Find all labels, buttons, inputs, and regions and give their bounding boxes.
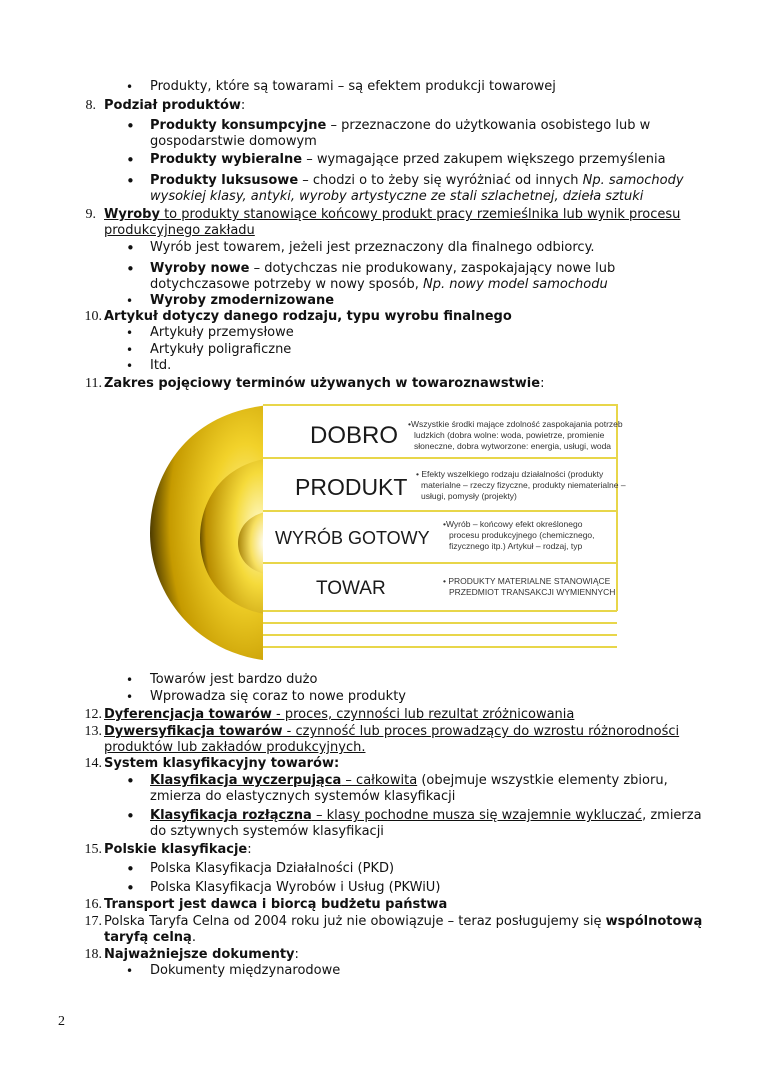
item-8-bullet-3-cont: wysokiej klasy, antyki, wyroby artystyczne ze stali szlachetnej, dzieła sztuki [150, 189, 644, 204]
bullet: • [126, 260, 135, 278]
item-14-heading: System klasyfikacyjny towarów: [104, 756, 340, 771]
page-number: 2 [58, 1014, 65, 1029]
item-14-bullet-1: Klasyfikacja wyczerpująca – całkowita (obejmuje wszystkie elementy zbioru, [150, 773, 668, 788]
item-8-bullet-3: Produkty luksusowe – chodzi o to żeby się wyróżniać od innych Np. samochody [150, 173, 684, 188]
item-15-bullet-1: Polska Klasyfikacja Działalności (PKD) [150, 861, 395, 876]
bullet: • [126, 294, 134, 308]
bullet: • [126, 326, 134, 340]
item-number: 18. [84, 947, 102, 962]
bullet: • [126, 807, 135, 825]
item-number: 12. [84, 707, 102, 722]
item-10-heading: Artykuł dotyczy danego rodzaju, typu wyrobu finalnego [104, 309, 512, 324]
bullet: • [126, 690, 134, 704]
item-8-bullet-1: Produkty konsumpcyjne – przeznaczone do użytkowania osobistego lub w [150, 118, 651, 133]
diagram-desc-produkt-1: • Efekty wszelkiego rodzaju działalności (produkty [416, 469, 604, 479]
item-14-bullet-2-cont: do sztywnych systemów klasyfikacji [150, 824, 384, 839]
item-9-bullet-2-cont: dotychczasowe potrzeby w nowy sposób, Np. nowy model samochodu [150, 277, 608, 292]
bullet: • [126, 239, 135, 257]
item-13-text: Dywersyfikacja towarów - czynność lub proces prowadzący do wzrostu różnorodności [104, 724, 680, 739]
item-17-text-cont: taryfą celną. [104, 930, 196, 945]
item-13-text-cont: produktów lub zakładów produkcyjnych. [104, 740, 366, 755]
bullet: • [126, 80, 134, 94]
item-15-heading: Polskie klasyfikacje: [104, 842, 252, 857]
item-number: 14. [84, 756, 102, 771]
item-11-bullet-2: Wprowadza się coraz to nowe produkty [150, 689, 406, 704]
diagram-desc-wyrob-2: procesu produkcyjnego (chemicznego, [449, 530, 595, 540]
item-14-bullet-2: Klasyfikacja rozłączna – klasy pochodne musza się wzajemnie wykluczać, zmierza [150, 808, 702, 823]
item-10-bullet-3: Itd. [150, 358, 172, 373]
item-11-bullet-1: Towarów jest bardzo dużo [150, 672, 318, 687]
bullet: • [126, 772, 135, 790]
bullet: • [126, 860, 135, 878]
bullet: • [126, 964, 134, 978]
item-number: 17. [84, 914, 102, 929]
item-9-text: Wyroby to produkty stanowiące końcowy produkt pracy rzemieślnika lub wynik procesu [104, 207, 681, 222]
item-8-bullet-2: Produkty wybieralne – wymagające przed zakupem większego przemyślenia [150, 152, 666, 167]
item-9-bullet-1: Wyrób jest towarem, jeżeli jest przeznaczony dla finalnego odbiorcy. [150, 240, 595, 255]
diagram-desc-dobro-1: •Wszystkie środki mające zdolność zaspokajania potrzeb [408, 419, 623, 429]
item-number: 9. [85, 207, 96, 222]
item-number: 16. [84, 897, 102, 912]
bullet: • [126, 117, 135, 135]
diagram-desc-towar-1: • PRODUKTY MATERIALNE STANOWIĄCE [443, 576, 611, 586]
diagram-desc-wyrob-3: fizycznego itp.) Artykuł – rodzaj, typ [449, 541, 583, 551]
item-12-text: Dyferencjacja towarów - proces, czynności lub rezultat zróżnicowania [104, 707, 575, 722]
top-bullet-text: Produkty, które są towarami – są efektem produkcji towarowej [150, 79, 556, 94]
diagram-desc-towar-2: PRZEDMIOT TRANSAKCJI WYMIENNYCH [449, 587, 616, 597]
diagram-label-produkt: PRODUKT [295, 474, 408, 500]
item-10-bullet-1: Artykuły przemysłowe [150, 325, 294, 340]
diagram-label-dobro: DOBRO [310, 422, 399, 449]
bullet: • [126, 172, 135, 190]
item-16-text: Transport jest dawca i biorcą budżetu państwa [104, 897, 448, 912]
item-8-bullet-1-cont: gospodarstwie domowym [150, 134, 317, 149]
bullet: • [126, 343, 134, 357]
bullet: • [126, 359, 134, 373]
concept-diagram [150, 403, 650, 665]
item-9-text-cont: produkcyjnego zakładu [104, 223, 255, 238]
item-number: 13. [84, 724, 102, 739]
bullet: • [126, 879, 135, 897]
diagram-desc-wyrob-1: •Wyrób – końcowy efekt określonego [443, 519, 583, 529]
item-8-heading: Podział produktów: [104, 98, 246, 113]
item-number: 8. [85, 98, 96, 113]
item-15-bullet-2: Polska Klasyfikacja Wyrobów i Usług (PKWiU) [150, 880, 441, 895]
diagram-desc-produkt-3: usługi, pomysły (projekty) [421, 491, 517, 501]
item-18-heading: Najważniejsze dokumenty: [104, 947, 299, 962]
diagram-desc-dobro-2: ludzkich (dobra wolne: woda, powietrze, promienie [414, 430, 605, 440]
bullet: • [126, 151, 135, 169]
item-11-heading: Zakres pojęciowy terminów używanych w towaroznawstwie: [104, 376, 545, 391]
item-9-bullet-3: Wyroby zmodernizowane [150, 293, 335, 308]
item-14-bullet-1-cont: zmierza do elastycznych systemów klasyfikacji [150, 789, 456, 804]
diagram-desc-produkt-2: materialne – rzeczy fizyczne, produkty niematerialne – [421, 480, 626, 490]
item-9-bullet-2: Wyroby nowe – dotychczas nie produkowany, zaspokajający nowe lub [150, 261, 616, 276]
item-17-text: Polska Taryfa Celna od 2004 roku już nie obowiązuje – teraz posługujemy się wspólnotową [104, 914, 703, 929]
diagram-label-towar: TOWAR [316, 578, 386, 599]
item-18-bullet-1: Dokumenty międzynarodowe [150, 963, 341, 978]
item-number: 11. [85, 376, 102, 391]
diagram-label-wyrob: WYRÓB GOTOWY [275, 528, 430, 548]
item-number: 10. [84, 309, 102, 324]
item-10-bullet-2: Artykuły poligraficzne [150, 342, 292, 357]
item-number: 15. [84, 842, 102, 857]
bullet: • [126, 673, 134, 687]
diagram-desc-dobro-3: słoneczne, dobra wytworzone: energia, usługi, woda [414, 441, 612, 451]
